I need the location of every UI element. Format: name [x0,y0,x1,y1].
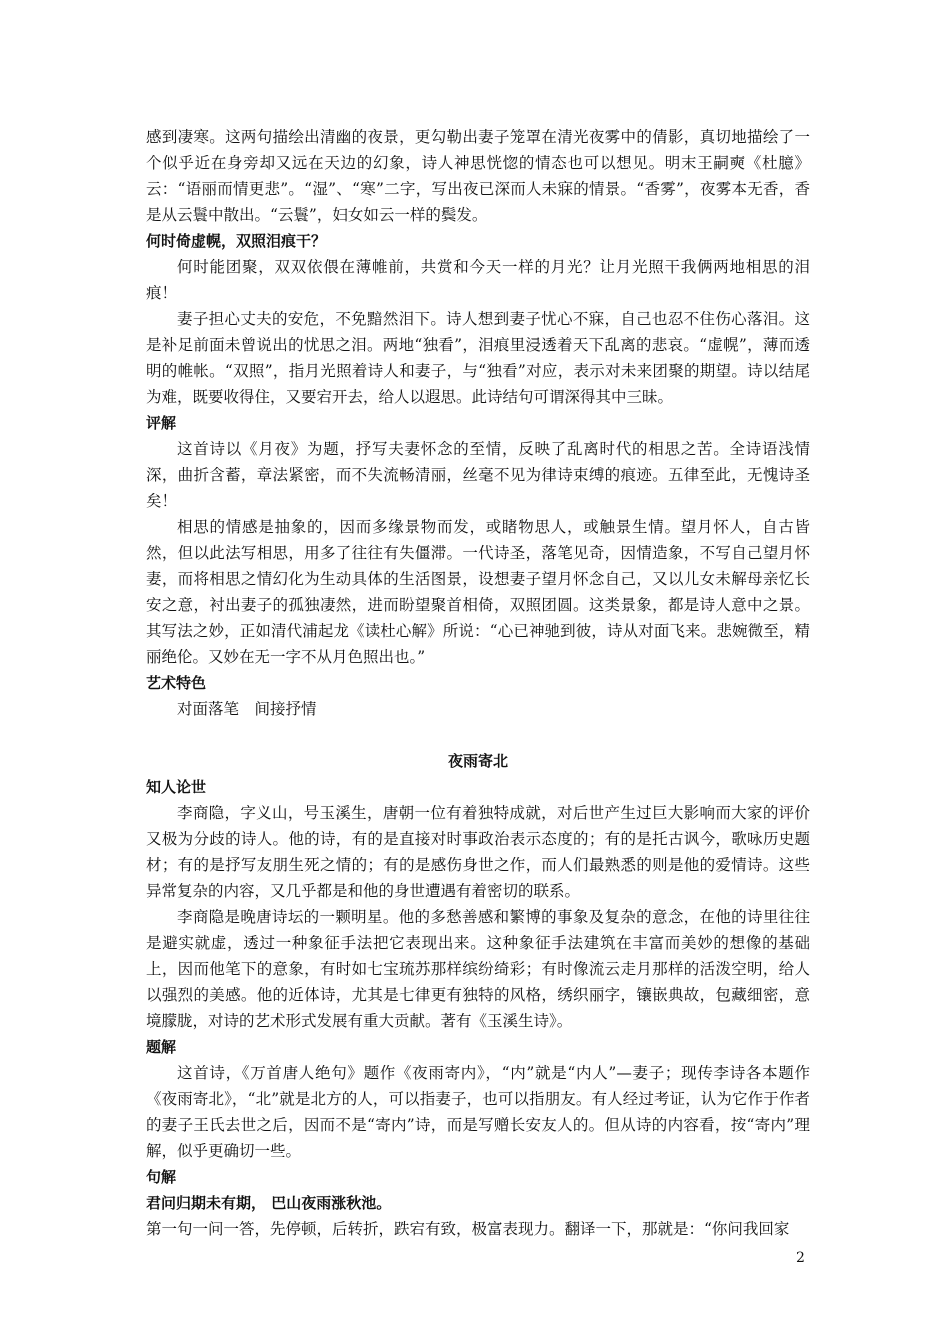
section-heading-tijie: 题解 [146,1038,177,1056]
document-page [146,124,810,1242]
section-heading-yishutese: 艺术特色 [146,674,207,692]
paragraph: 第一句一问一答，先停顿，后转折，跌宕有致，极富表现力。翻译一下，那就是：“你问我回家 [146,1220,790,1238]
paragraph: 对面落笔 间接抒情 [177,700,317,718]
paragraph: 李商隐，字义山，号玉溪生，唐朝一位有着独特成就，对后世产生过巨大影响而大家的评价又极为分歧的诗人。他的诗，有的是直接对时事政治表示态度的；有的是托古讽今，歌咏历史题材；有的是抒写友朋生死之情的；有的是感伤身世之作，而人们最熟悉的则是他的爱情诗。这些异常复杂的内容，又几乎都是和他的身世遭遇有着密切的联系。 [146,804,810,900]
paragraph: 妻子担心丈夫的安危，不免黯然泪下。诗人想到妻子忧心不寐，自己也忍不住伤心落泪。这是补足前面未曾说出的忧思之泪。两地“独看”，泪痕里浸透着天下乱离的悲哀。“虚幌”，薄而透明的帷帐。“双照”，指月光照着诗人和妻子，与“独看”对应，表示对未来团聚的期望。诗以结尾为难，既要收得住，又要宕开去，给人以遐思。此诗结句可谓深得其中三昧。 [146,310,810,406]
paragraph: 相思的情感是抽象的，因而多缘景物而发，或睹物思人，或触景生情。望月怀人，自古皆然，但以此法写相思，用多了往往有失僵滞。一代诗圣，落笔见奇，因情造象，不写自己望月怀妻，而将相思之情幻化为生动具体的生活图景，设想妻子望月怀念自己，又以儿女未解母亲忆长安之意，衬出妻子的孤独凄然，进而盼望聚首相倚，双照团圆。这类景象，都是诗人意中之景。其写法之妙，正如清代浦起龙《读杜心解》所说：“心已神驰到彼，诗从对面飞来。悲婉微至，精丽绝伦。又妙在无一字不从月色照出也。” [146,518,810,666]
section-heading-jujie: 句解 [146,1168,177,1186]
poem-title: 夜雨寄北 [447,752,508,770]
paragraph: 李商隐是晚唐诗坛的一颗明星。他的多愁善感和繁博的事象及复杂的意念，在他的诗里往往是避实就虚，透过一种象征手法把它表现出来。这种象征手法建筑在丰富而美妙的想像的基础上，因而他笔下的意象，有时如七宝琉苏那样缤纷绮彩；有时像流云走月那样的活泼空明，给人以强烈的美感。他的近体诗，尤其是七律更有独特的风格，绣织丽字，镶嵌典故，包藏细密，意境朦胧，对诗的艺术形式发展有重大贡献。著有《玉溪生诗》。 [146,908,810,1030]
poem-line-heading: 君问归期未有期， 巴山夜雨涨秋池。 [146,1194,392,1212]
paragraph: 感到凄寒。这两句描绘出清幽的夜景，更勾勒出妻子笼罩在清光夜雾中的倩影，真切地描绘了一个似乎近在身旁却又远在天边的幻象，诗人神思恍惚的情态也可以想见。明末王嗣奭《杜臆》云：“语丽而情更悲”。“湿”、“寒”二字，写出夜已深而人未寐的情景。“香雾”，夜雾本无香，香是从云鬟中散出。“云鬟”，妇女如云一样的鬓发。 [146,128,810,224]
section-heading-pingjie: 评解 [146,414,177,432]
paragraph: 这首诗，《万首唐人绝句》题作《夜雨寄内》，“内”就是“内人”—妻子；现传李诗各本题作《夜雨寄北》，“北”就是北方的人，可以指妻子，也可以指朋友。有人经过考证，认为它作于作者的妻子王氏去世之后，因而不是“寄内”诗，而是写赠长安友人的。但从诗的内容看，按“寄内”理解，似乎更确切一些。 [146,1064,810,1160]
paragraph: 这首诗以《月夜》为题，抒写夫妻怀念的至情，反映了乱离时代的相思之苦。全诗语浅情深，曲折含蓄，章法紧密，而不失流畅清丽，丝毫不见为律诗束缚的痕迹。五律至此，无愧诗圣矣！ [146,440,810,510]
page-number: 2 [796,1250,805,1266]
poem-line-heading: 何时倚虚幌，双照泪痕干？ [146,232,327,250]
section-heading-zhirenlunshi: 知人论世 [146,778,207,796]
paragraph: 何时能团聚，双双依偎在薄帷前，共赏和今天一样的月光？让月光照干我俩两地相思的泪痕！ [146,258,810,302]
